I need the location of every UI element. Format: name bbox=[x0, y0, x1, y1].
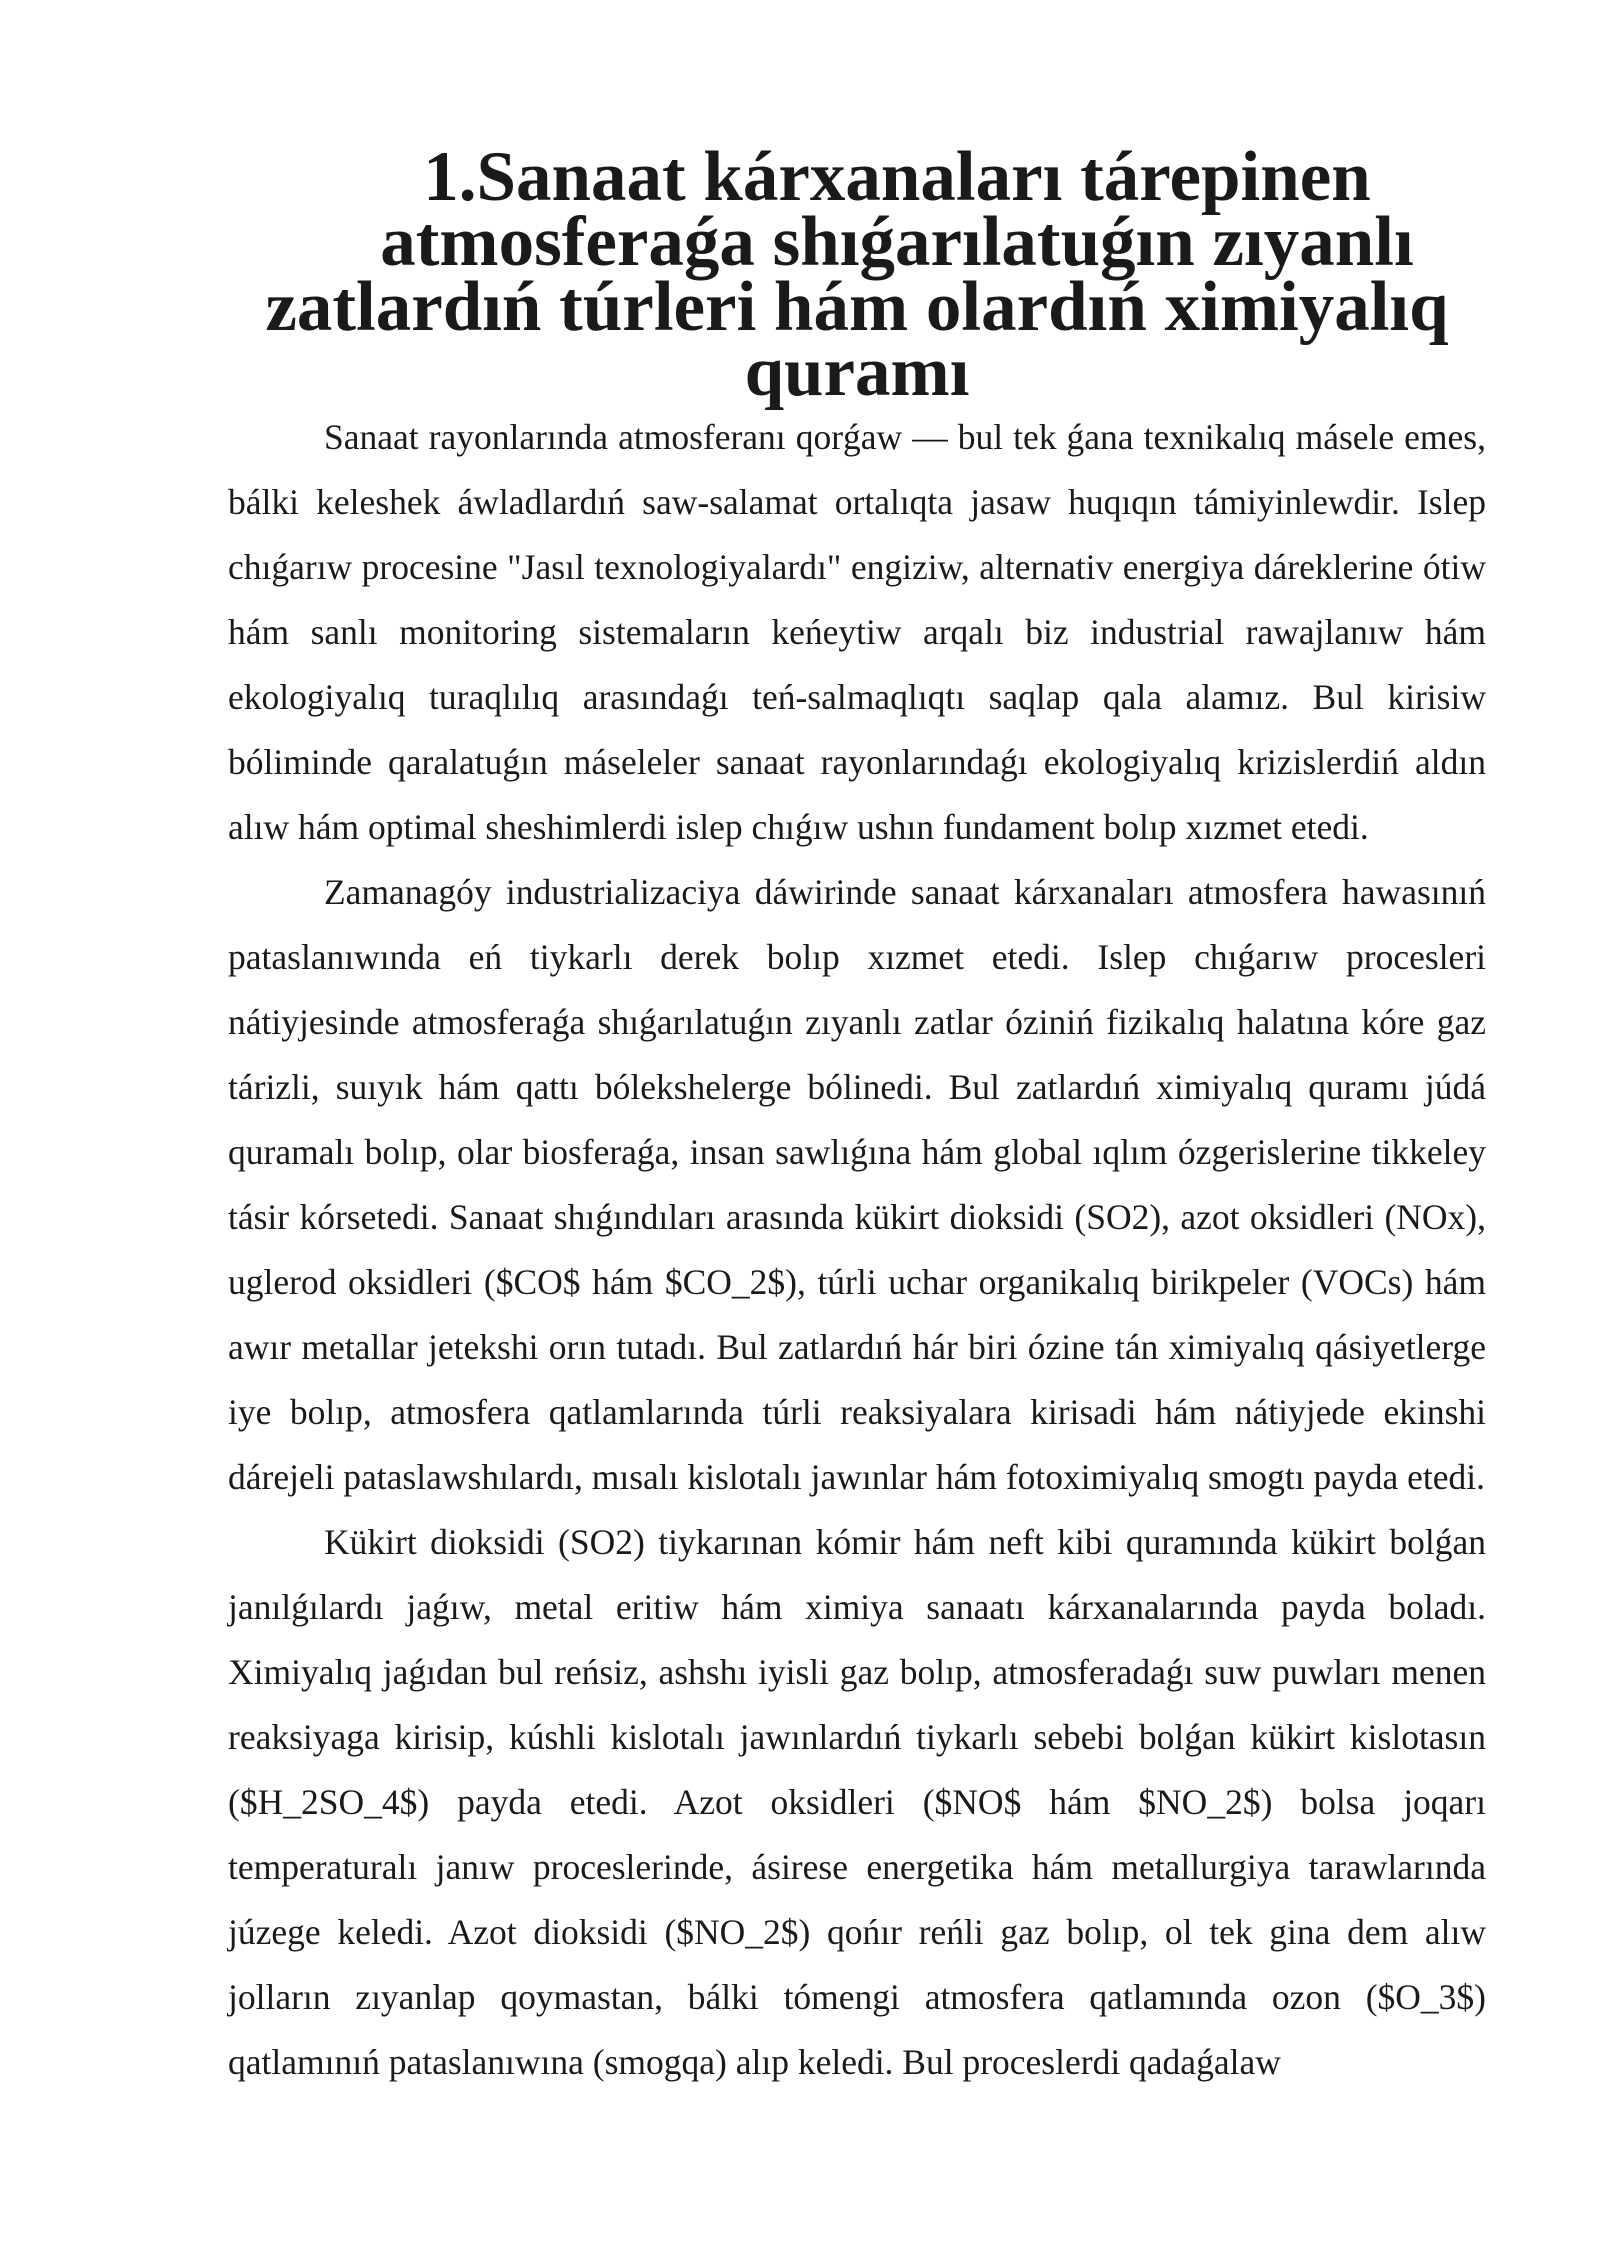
section-heading bbox=[228, 138, 1486, 411]
section-heading-line-2: zatlardıń túrleri hám olardıń ximiyalıq quramı bbox=[265, 268, 1449, 411]
paragraph-intro: Sanaat rayonlarında atmosferanı qorǵaw — bul tek ǵana texnikalıq másele emes, bálki keleshek áwladlardıń saw-salamat ortalıqta jasaw huqıqın támiyinlewdir. Islep chıǵarıw procesine "Jasıl texnologiyalardı" engiziw, alternativ energiya dáreklerine ótiw hám sanlı monitoring sistemaların keńeytiw arqalı biz industrial rawajlanıw hám ekologiyalıq turaqlılıq arasındaǵı teń-salmaqlıqtı saqlap qala alamız. Bul kirisiw bóliminde qaralatuǵın máseleler sanaat rayonlarındaǵı ekologiyalıq krizislerdiń aldın alıw hám optimal sheshimlerdi islep chıǵıw ushın fundament bolıp xızmet etedi. bbox=[228, 417, 1486, 847]
paragraph-industrialization: Zamanagóy industrializaciya dáwirinde sanaat kárxanaları atmosfera hawasınıń pataslanıwında eń tiykarlı derek bolıp xızmet etedi. Islep chıǵarıw procesleri nátiyjesinde atmosferaǵa shıǵarılatuǵın zıyanlı zatlar óziniń fizikalıq halatına kóre gaz tárizli, suıyık hám qattı bólekshelerge bólinedi. Bul zatlardıń ximiyalıq quramı júdá quramalı bolıp, olar biosferaǵa, insan sawlıǵına hám global ıqlım ózgerislerine tikkeley tásir kórsetedi. Sanaat shıǵındıları arasında kükirt dioksidi (SO2), azot oksidleri (NOx), uglerod oksidleri ($CO$ hám $CO_2$), túrli uchar organikalıq birikpeler (VOCs) hám awır metallar jetekshi orın tutadı. Bul zatlardıń hár biri ózine tán ximiyalıq qásiyetlerge iye bolıp, atmosfera qatlamlarında túrli reaksiyalara kirisadi hám nátiyjede ekinshi dárejeli pataslawshılardı, mısalı kislotalı jawınlar hám fotoximiyalıq smogtı payda etedi. bbox=[228, 872, 1486, 1497]
paragraph-sulfur-dioxide: Kükirt dioksidi (SO2) tiykarınan kómir hám neft kibi quramında kükirt bolǵan janılǵılardı jaǵıw, metal eritiw hám ximiya sanaatı kárxanalarında payda boladı. Ximiyalıq jaǵıdan bul reńsiz, ashshı iyisli gaz bolıp, atmosferadaǵı suw puwları menen reaksiyaga kirisip, kúshli kislotalı jawınlardıń tiykarlı sebebi bolǵan kükirt kislotasın ($H_2SO_4$) payda etedi. Azot oksidleri ($NO$ hám $NO_2$) bolsa joqarı temperaturalı janıw proceslerinde, ásirese energetika hám metallurgiya tarawlarında júzege keledi. Azot dioksidi ($NO_2$) qońır reńli gaz bolıp, ol tek gina dem alıw jolların zıyanlap qoymastan, bálki tómengi atmosfera qatlamında ozon ($O_3$) qatlamınıń pataslanıwına (smogqa) alıp keledi. Bul proceslerdi qadaǵalaw bbox=[228, 1522, 1486, 2082]
document-body bbox=[228, 138, 1486, 2095]
section-heading-line-1: 1.Sanaat kárxanaları tárepinen atmosferaǵa shıǵarılatuǵın zıyanlı bbox=[380, 138, 1414, 281]
